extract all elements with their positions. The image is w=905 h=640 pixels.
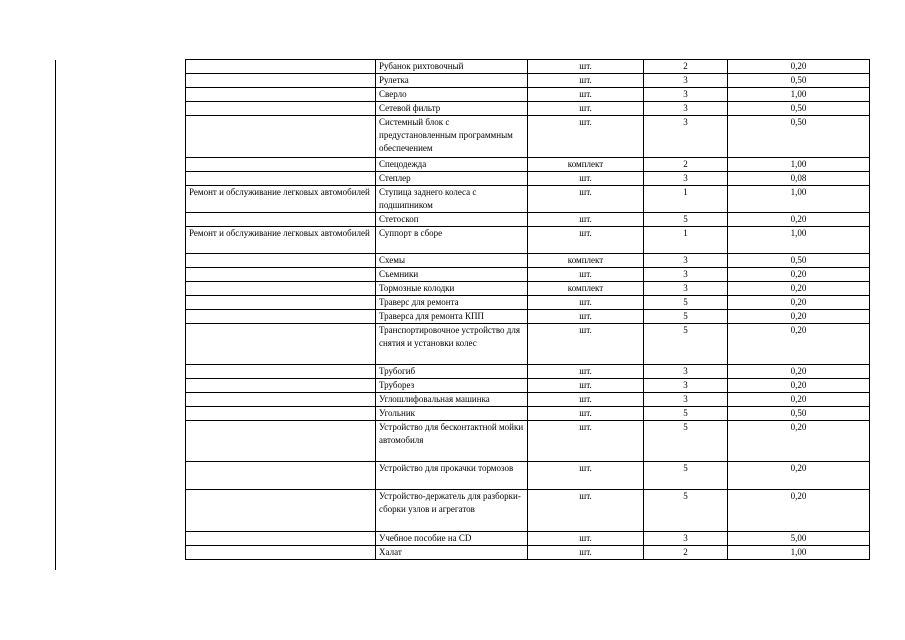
norm-cell: 0,50	[728, 254, 870, 268]
area-cell	[186, 268, 376, 282]
table-row	[186, 365, 870, 379]
quantity-cell: 5	[644, 324, 728, 365]
unit-cell: шт.	[528, 490, 644, 532]
area-cell	[186, 116, 376, 158]
quantity-cell: 5	[644, 407, 728, 421]
norm-cell: 1,00	[728, 186, 870, 213]
unit-cell: комплект	[528, 158, 644, 172]
norm-cell: 1,00	[728, 546, 870, 560]
quantity-cell: 3	[644, 172, 728, 186]
norm-cell: 0,20	[728, 324, 870, 365]
area-cell	[186, 282, 376, 296]
norm-cell: 1,00	[728, 158, 870, 172]
table-row	[186, 421, 870, 462]
area-cell	[186, 407, 376, 421]
quantity-cell: 2	[644, 158, 728, 172]
unit-cell: шт.	[528, 74, 644, 88]
item-name-cell: Траверс для ремонта	[376, 296, 528, 310]
area-cell	[186, 365, 376, 379]
norm-cell: 5,00	[728, 532, 870, 546]
table-row	[186, 116, 870, 158]
table-row	[186, 490, 870, 532]
quantity-cell: 3	[644, 282, 728, 296]
unit-cell: шт.	[528, 268, 644, 282]
item-name-cell: Ступица заднего колеса с подшипником	[376, 186, 528, 213]
unit-cell: шт.	[528, 462, 644, 490]
unit-cell: шт.	[528, 88, 644, 102]
quantity-cell: 3	[644, 74, 728, 88]
item-name-cell: Суппорт в сборе	[376, 227, 528, 254]
quantity-cell: 5	[644, 310, 728, 324]
quantity-cell: 3	[644, 365, 728, 379]
equipment-table	[185, 59, 870, 560]
quantity-cell: 3	[644, 116, 728, 158]
area-cell	[186, 88, 376, 102]
area-cell	[186, 532, 376, 546]
norm-cell: 1,00	[728, 88, 870, 102]
item-name-cell: Углошлифовальная машинка	[376, 393, 528, 407]
norm-cell: 0,20	[728, 421, 870, 462]
area-cell	[186, 213, 376, 227]
area-cell	[186, 60, 376, 74]
area-cell: Ремонт и обслуживание легковых автомобилей	[186, 227, 376, 254]
quantity-cell: 5	[644, 213, 728, 227]
unit-cell: шт.	[528, 213, 644, 227]
item-name-cell: Устройство для бесконтактной мойки автомобиля	[376, 421, 528, 462]
norm-cell: 0,20	[728, 282, 870, 296]
norm-cell: 0,50	[728, 102, 870, 116]
quantity-cell: 3	[644, 268, 728, 282]
area-cell	[186, 546, 376, 560]
quantity-cell: 2	[644, 546, 728, 560]
unit-cell: шт.	[528, 393, 644, 407]
unit-cell: шт.	[528, 102, 644, 116]
item-name-cell: Системный блок с предустановленным программным обеспечением	[376, 116, 528, 158]
quantity-cell: 3	[644, 102, 728, 116]
norm-cell: 0,50	[728, 407, 870, 421]
unit-cell: шт.	[528, 324, 644, 365]
item-name-cell: Транспортировочное устройство для снятия и установки колес	[376, 324, 528, 365]
table-row	[186, 407, 870, 421]
norm-cell: 0,20	[728, 60, 870, 74]
item-name-cell: Учебное пособие на CD	[376, 532, 528, 546]
table-row	[186, 282, 870, 296]
unit-cell: комплект	[528, 254, 644, 268]
unit-cell: шт.	[528, 60, 644, 74]
item-name-cell: Съемники	[376, 268, 528, 282]
item-name-cell: Угольник	[376, 407, 528, 421]
unit-cell: шт.	[528, 310, 644, 324]
table-row	[186, 88, 870, 102]
norm-cell: 0,50	[728, 116, 870, 158]
unit-cell: комплект	[528, 282, 644, 296]
quantity-cell: 3	[644, 379, 728, 393]
table-row	[186, 268, 870, 282]
area-cell	[186, 254, 376, 268]
norm-cell: 0,20	[728, 462, 870, 490]
unit-cell: шт.	[528, 227, 644, 254]
area-cell	[186, 421, 376, 462]
table-row	[186, 158, 870, 172]
table-row	[186, 102, 870, 116]
table-row	[186, 296, 870, 310]
item-name-cell: Рулетка	[376, 74, 528, 88]
quantity-cell: 5	[644, 296, 728, 310]
table-row	[186, 310, 870, 324]
quantity-cell: 3	[644, 393, 728, 407]
norm-cell: 0,20	[728, 213, 870, 227]
item-name-cell: Траверса для ремонта КПП	[376, 310, 528, 324]
item-name-cell: Стетоскоп	[376, 213, 528, 227]
norm-cell: 0,20	[728, 365, 870, 379]
item-name-cell: Сверло	[376, 88, 528, 102]
norm-cell: 0,08	[728, 172, 870, 186]
area-cell	[186, 172, 376, 186]
item-name-cell: Халат	[376, 546, 528, 560]
item-name-cell: Сетевой фильтр	[376, 102, 528, 116]
norm-cell: 0,20	[728, 296, 870, 310]
quantity-cell: 3	[644, 532, 728, 546]
unit-cell: шт.	[528, 116, 644, 158]
unit-cell: шт.	[528, 365, 644, 379]
quantity-cell: 5	[644, 421, 728, 462]
area-cell	[186, 74, 376, 88]
item-name-cell: Схемы	[376, 254, 528, 268]
area-cell	[186, 379, 376, 393]
item-name-cell: Степлер	[376, 172, 528, 186]
norm-cell: 0,20	[728, 268, 870, 282]
area-cell	[186, 490, 376, 532]
item-name-cell: Рубанок рихтовочный	[376, 60, 528, 74]
unit-cell: шт.	[528, 407, 644, 421]
area-cell	[186, 462, 376, 490]
norm-cell: 0,50	[728, 74, 870, 88]
item-name-cell: Устройство-держатель для разборки-сборки узлов и агрегатов	[376, 490, 528, 532]
table-row	[186, 546, 870, 560]
table-row	[186, 60, 870, 74]
table-row	[186, 393, 870, 407]
quantity-cell: 1	[644, 186, 728, 213]
table-row	[186, 186, 870, 213]
table-row	[186, 74, 870, 88]
quantity-cell: 2	[644, 60, 728, 74]
item-name-cell: Спецодежда	[376, 158, 528, 172]
norm-cell: 0,20	[728, 379, 870, 393]
unit-cell: шт.	[528, 546, 644, 560]
unit-cell: шт.	[528, 172, 644, 186]
unit-cell: шт.	[528, 532, 644, 546]
quantity-cell: 1	[644, 227, 728, 254]
area-cell	[186, 310, 376, 324]
table-row	[186, 213, 870, 227]
area-cell	[186, 296, 376, 310]
equipment-table-body	[186, 60, 870, 560]
area-cell	[186, 393, 376, 407]
table-row	[186, 227, 870, 254]
area-cell	[186, 102, 376, 116]
norm-cell: 0,20	[728, 490, 870, 532]
page-margin-line	[55, 60, 56, 570]
item-name-cell: Устройство для прокачки тормозов	[376, 462, 528, 490]
norm-cell: 0,20	[728, 310, 870, 324]
quantity-cell: 3	[644, 254, 728, 268]
item-name-cell: Труборез	[376, 379, 528, 393]
quantity-cell: 5	[644, 490, 728, 532]
area-cell	[186, 324, 376, 365]
table-row	[186, 532, 870, 546]
table-row	[186, 324, 870, 365]
area-cell	[186, 158, 376, 172]
table-row	[186, 172, 870, 186]
unit-cell: шт.	[528, 421, 644, 462]
item-name-cell: Трубогиб	[376, 365, 528, 379]
area-cell: Ремонт и обслуживание легковых автомобилей	[186, 186, 376, 213]
unit-cell: шт.	[528, 186, 644, 213]
unit-cell: шт.	[528, 379, 644, 393]
norm-cell: 1,00	[728, 227, 870, 254]
table-row	[186, 254, 870, 268]
norm-cell: 0,20	[728, 393, 870, 407]
unit-cell: шт.	[528, 296, 644, 310]
table-row	[186, 462, 870, 490]
quantity-cell: 5	[644, 462, 728, 490]
item-name-cell: Тормозные колодки	[376, 282, 528, 296]
table-row	[186, 379, 870, 393]
quantity-cell: 3	[644, 88, 728, 102]
